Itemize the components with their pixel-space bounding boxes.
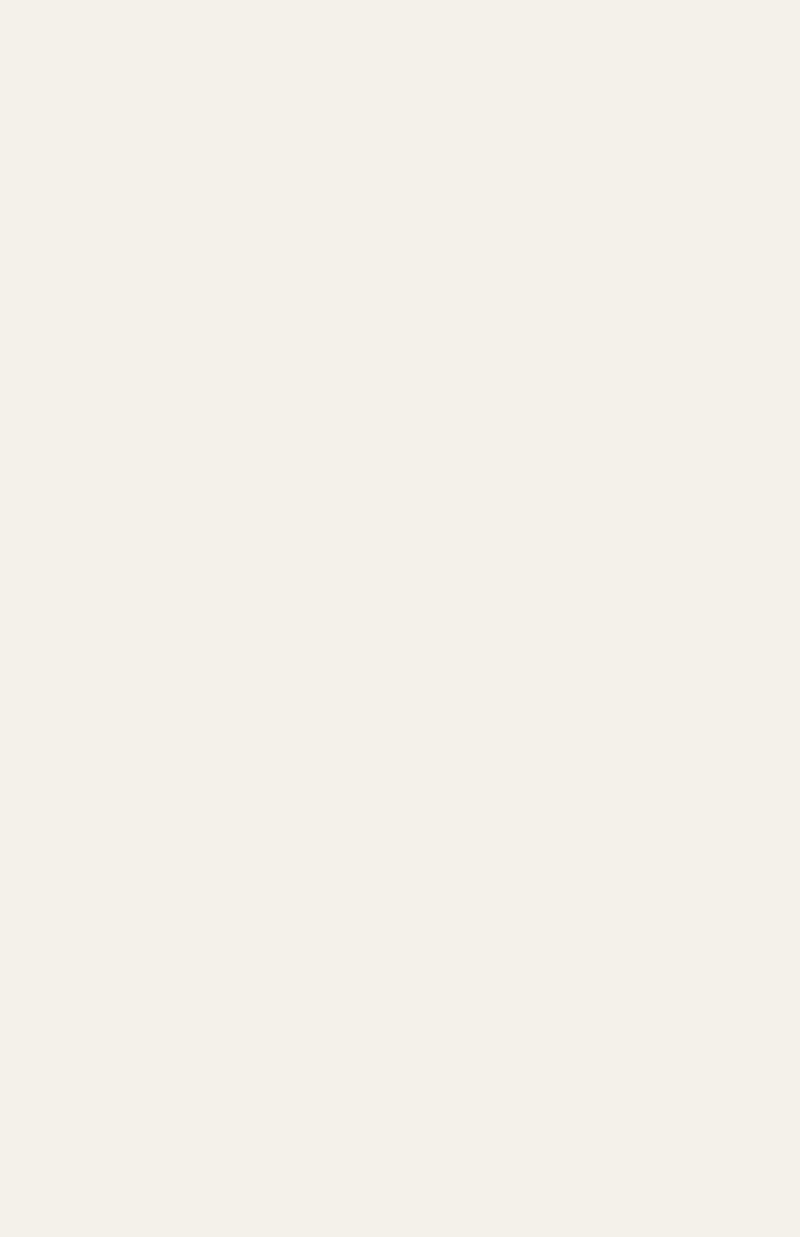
page-header	[0, 66, 800, 106]
